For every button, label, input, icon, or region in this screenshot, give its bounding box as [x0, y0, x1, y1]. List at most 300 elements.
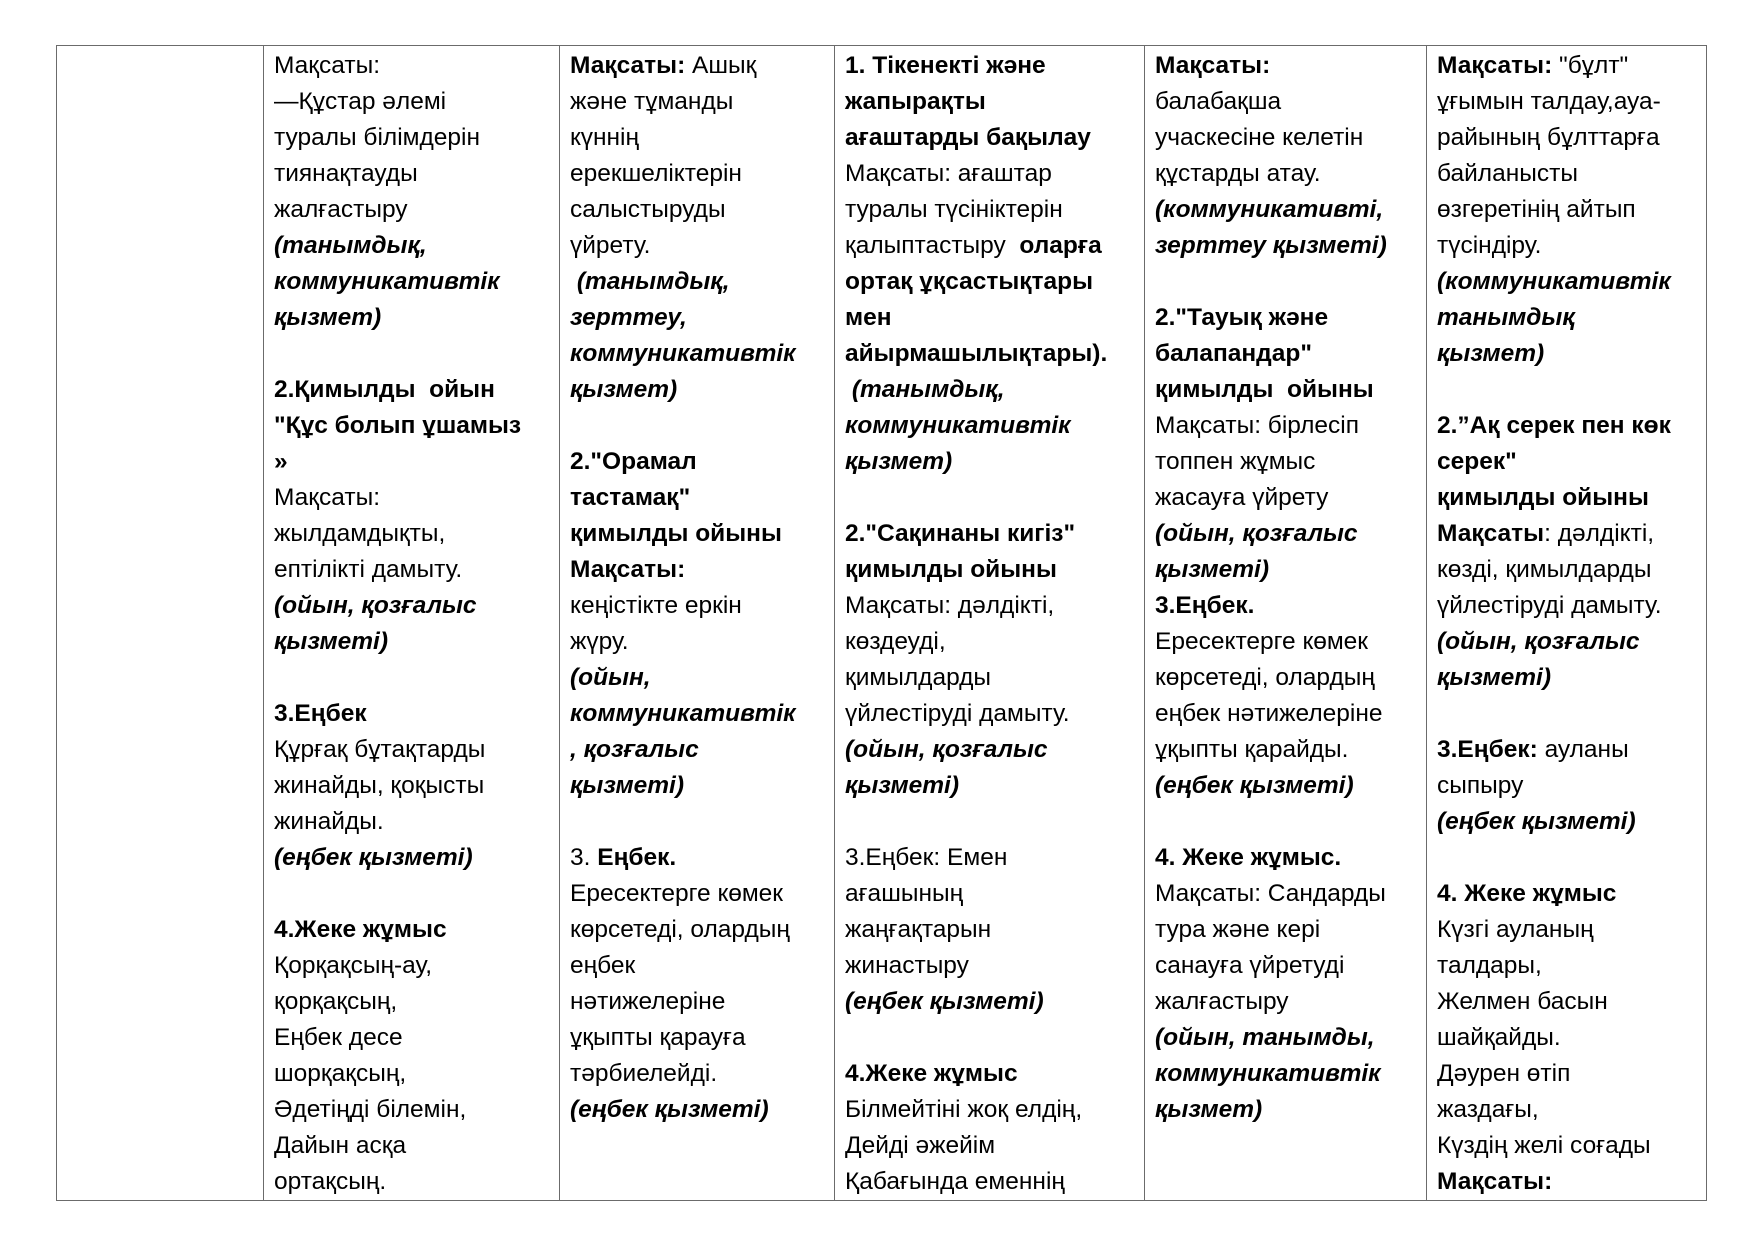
text-line: [1155, 120, 1418, 156]
text-line: [1155, 444, 1418, 480]
text-line: [1437, 732, 1698, 768]
text-line-main: шайқайды.: [1437, 1024, 1561, 1051]
text-line-main: райының бұлттарға: [1437, 124, 1660, 151]
text-line: [274, 552, 551, 588]
text-line-main: 1. Тікенекті және: [845, 52, 1046, 79]
text-line: [274, 876, 551, 912]
text-line-main: қимылды ойыны: [1437, 484, 1649, 511]
text-line: [570, 768, 826, 804]
text-line-main: балапандар": [1155, 340, 1312, 367]
text-line: [274, 768, 551, 804]
text-line-main: жалғастыру: [1155, 988, 1289, 1015]
text-line-main: көрсетеді, олардың: [1155, 664, 1375, 691]
text-line: [1155, 1020, 1418, 1056]
text-line-main: зерттеу,: [570, 304, 687, 331]
text-line: [1155, 984, 1418, 1020]
text-line: [845, 984, 1136, 1020]
text-line-main: жаздағы,: [1437, 1096, 1539, 1123]
column-cell-4: [1145, 46, 1427, 1201]
text-line: [570, 336, 826, 372]
text-line: [1155, 552, 1418, 588]
text-line-rest: Ашық: [685, 52, 757, 79]
text-line: [274, 156, 551, 192]
text-line-main: (еңбек қызметі): [1437, 808, 1636, 835]
text-line: [1437, 408, 1698, 444]
text-line-main: Дайын асқа: [274, 1132, 407, 1159]
text-line: [845, 660, 1136, 696]
text-line-main: ептілікті дамыту.: [274, 556, 463, 583]
text-line-main: қызметі): [1437, 664, 1552, 691]
text-line-main: жаңғақтарын: [845, 916, 992, 943]
text-line-main: (ойын, қозғалыс: [845, 736, 1048, 763]
text-line-main: көрсетеді, олардың: [570, 916, 790, 943]
text-line-main: қызмет): [274, 304, 382, 331]
column-1-text: [274, 48, 551, 1200]
text-line: [1155, 876, 1418, 912]
text-line-main: Мақсаты:: [1155, 52, 1271, 79]
text-line: [570, 660, 826, 696]
text-line: [845, 228, 1136, 264]
text-line-main: Еңбек десе: [274, 1024, 403, 1051]
text-line: [570, 588, 826, 624]
text-line-main: мен: [845, 304, 892, 331]
text-line-main: танымдық: [1437, 304, 1575, 331]
text-line: [1155, 768, 1418, 804]
text-line: [1437, 1128, 1698, 1164]
text-line: [1155, 624, 1418, 660]
text-line-main: Мақсаты:: [570, 556, 686, 583]
text-line: [845, 264, 1136, 300]
text-line-main: зерттеу қызметі): [1155, 232, 1387, 259]
text-line: [274, 300, 551, 336]
text-line-rest: ауланы: [1537, 736, 1629, 763]
text-line-main: қызмет): [570, 376, 678, 403]
text-line: [570, 948, 826, 984]
text-line: [570, 804, 826, 840]
text-line-main: Күздің желі соғады: [1437, 1132, 1651, 1159]
text-line-main: (еңбек қызметі): [570, 1096, 769, 1123]
text-line: [570, 840, 826, 876]
text-line-main: Ересектерге көмек: [1155, 628, 1369, 655]
text-line-main: нәтижелеріне: [570, 988, 726, 1015]
text-line: [1437, 444, 1698, 480]
text-line: [1437, 1092, 1698, 1128]
column-4-text: [1155, 48, 1418, 1128]
text-line-main: қимылдарды: [845, 664, 992, 691]
text-line: [1437, 48, 1698, 84]
text-line-main: қызмет): [1437, 340, 1545, 367]
column-3-text: [845, 48, 1136, 1200]
text-line-main: коммуникативтік: [274, 268, 500, 295]
text-line-main: қызметі): [845, 772, 960, 799]
text-line-main: 3.Еңбек.: [1155, 592, 1255, 619]
text-line: [274, 1092, 551, 1128]
text-line-main: қимылды ойыны: [1155, 376, 1374, 403]
text-line-main: туралы білімдерін: [274, 124, 481, 151]
text-line-main: , қозғалыс: [570, 736, 699, 763]
text-line: [274, 264, 551, 300]
text-line: [845, 696, 1136, 732]
text-line-main: жинайды.: [274, 808, 384, 835]
text-line-main: 2."Тауық және: [1155, 304, 1329, 331]
text-line: [845, 1020, 1136, 1056]
text-line-main: талдары,: [1437, 952, 1542, 979]
text-line: [845, 804, 1136, 840]
text-line: [1155, 300, 1418, 336]
text-line: [845, 444, 1136, 480]
text-line-main: жалғастыру: [274, 196, 408, 223]
text-line-bold-rest: оларға: [1019, 232, 1102, 259]
text-line: [570, 1092, 826, 1128]
text-line-main: коммуникативтік: [570, 340, 796, 367]
text-line: [274, 984, 551, 1020]
text-line: [1437, 300, 1698, 336]
text-line: [1437, 552, 1698, 588]
text-line: [1155, 912, 1418, 948]
text-line: [570, 516, 826, 552]
text-line-main: қимылды ойыны: [845, 556, 1057, 583]
text-line: [1437, 1020, 1698, 1056]
text-line: [570, 48, 826, 84]
text-line: [1437, 372, 1698, 408]
text-line: [845, 1056, 1136, 1092]
text-line: [1155, 804, 1418, 840]
text-line-main: жылдамдықты,: [274, 520, 446, 547]
text-line: [274, 696, 551, 732]
text-line-main: балабақша: [1155, 88, 1282, 115]
text-line-main: көзді, қимылдарды: [1437, 556, 1652, 583]
text-line: [1437, 588, 1698, 624]
empty-first-cell: [57, 46, 264, 1201]
text-line-main: Күзгі ауланың: [1437, 916, 1594, 943]
text-line: [845, 552, 1136, 588]
text-line: [1155, 228, 1418, 264]
text-line: [1437, 516, 1698, 552]
text-line-main: байланысты: [1437, 160, 1578, 187]
text-line-main: (танымдық,: [274, 232, 427, 259]
text-line-main: үйлестіруді дамыту.: [845, 700, 1070, 727]
text-line: [274, 588, 551, 624]
text-line-main: 2."Орамал: [570, 448, 697, 475]
text-line: [570, 1020, 826, 1056]
text-line: [1437, 804, 1698, 840]
text-line: [845, 876, 1136, 912]
text-line: [1437, 1056, 1698, 1092]
text-line-main: 3.Еңбек:: [1437, 736, 1538, 763]
text-line: [845, 1128, 1136, 1164]
text-line: [845, 516, 1136, 552]
text-line-main: санауға үйретуді: [1155, 952, 1345, 979]
text-line-main: коммуникативтік: [1155, 1060, 1381, 1087]
text-line: [845, 372, 1136, 408]
text-line: [1155, 840, 1418, 876]
text-line-main: Мақсаты: бірлесіп: [1155, 412, 1359, 439]
text-line-main: (ойын,: [570, 664, 651, 691]
text-line-main: серек": [1437, 448, 1517, 475]
text-line-main: ағаштарды бақылау: [845, 124, 1091, 151]
text-line: [1437, 984, 1698, 1020]
text-line-main: (ойын, қозғалыс: [1155, 520, 1358, 547]
text-line-main: түсіндіру.: [1437, 232, 1542, 259]
text-line: [1155, 192, 1418, 228]
text-line-main: ортақсың.: [274, 1168, 387, 1195]
text-line: [1155, 660, 1418, 696]
text-line: [1437, 768, 1698, 804]
text-line-bold-rest: Еңбек.: [597, 844, 677, 871]
text-line-main: 3.: [570, 844, 598, 871]
text-line-main: (еңбек қызметі): [1155, 772, 1354, 799]
text-line-main: Мақсаты: ағаштар: [845, 160, 1052, 187]
text-line-main: коммуникативтік: [845, 412, 1071, 439]
text-line-main: коммуникативтік: [570, 700, 796, 727]
text-line: [570, 732, 826, 768]
text-line: [570, 696, 826, 732]
text-line: [274, 948, 551, 984]
text-line: [274, 624, 551, 660]
text-line: [274, 48, 551, 84]
text-line-main: (еңбек қызметі): [274, 844, 473, 871]
text-line-main: сыпыру: [1437, 772, 1524, 799]
text-line: [1155, 480, 1418, 516]
text-line-main: тиянақтауды: [274, 160, 418, 187]
text-line: [1437, 660, 1698, 696]
text-line: [845, 732, 1136, 768]
text-line-main: "Құс болып ұшамыз: [274, 412, 522, 439]
text-line: [1437, 948, 1698, 984]
text-line-main: »: [274, 448, 288, 475]
text-line-main: қорқақсың,: [274, 988, 398, 1015]
text-line-main: Ересектерге көмек: [570, 880, 784, 907]
text-line-main: қызмет): [845, 448, 953, 475]
text-line: [1155, 948, 1418, 984]
text-line: [845, 948, 1136, 984]
text-line: [274, 336, 551, 372]
text-line: [1437, 84, 1698, 120]
text-line-main: күннің: [570, 124, 640, 151]
text-line: [1437, 192, 1698, 228]
text-line-rest: : дәлдікті,: [1544, 520, 1655, 547]
text-line: [845, 840, 1136, 876]
text-line: [274, 480, 551, 516]
text-line-main: жинастыру: [845, 952, 969, 979]
text-line-main: Мақсаты: дәлдікті,: [845, 592, 1055, 619]
text-line: [570, 408, 826, 444]
text-line: [274, 444, 551, 480]
text-line: [274, 84, 551, 120]
text-line: [845, 156, 1136, 192]
text-line-main: жапырақты: [845, 88, 986, 115]
text-line-main: қызмет): [1155, 1096, 1263, 1123]
text-line: [570, 984, 826, 1020]
text-line-main: 3.Еңбек: Емен: [845, 844, 1008, 871]
text-line: [1437, 696, 1698, 732]
text-line: [274, 228, 551, 264]
text-line: [1437, 228, 1698, 264]
text-line: [845, 408, 1136, 444]
text-line: [845, 192, 1136, 228]
text-line-main: Мақсаты:: [274, 52, 381, 79]
text-line: [1437, 336, 1698, 372]
text-line: [845, 480, 1136, 516]
text-line-main: топпен жұмыс: [1155, 448, 1316, 475]
text-line-main: қимылды ойыны: [570, 520, 782, 547]
text-line-main: 4.Жеке жұмыс: [845, 1060, 1018, 1087]
text-line: [1437, 156, 1698, 192]
text-line: [274, 1056, 551, 1092]
text-line-main: Мақсаты:: [1437, 1168, 1553, 1195]
column-5-text: [1437, 48, 1698, 1200]
text-line-main: көздеуді,: [845, 628, 946, 655]
text-line: [274, 1164, 551, 1200]
text-line: [1155, 696, 1418, 732]
text-line: [274, 1020, 551, 1056]
text-line: [274, 912, 551, 948]
text-line: [570, 624, 826, 660]
text-line: [1155, 732, 1418, 768]
text-line: [274, 192, 551, 228]
text-line: [1155, 516, 1418, 552]
text-line: [1155, 84, 1418, 120]
text-line-main: тура және кері: [1155, 916, 1321, 943]
text-line: [1155, 408, 1418, 444]
text-line-main: қызметі): [1155, 556, 1270, 583]
text-line-main: (танымдық,: [845, 376, 1005, 403]
text-line: [1437, 1164, 1698, 1200]
text-line: [274, 516, 551, 552]
text-line-main: еңбек: [570, 952, 636, 979]
text-line-main: 2."Сақинаны кигіз": [845, 520, 1076, 547]
text-line-main: қалыптастыру: [845, 232, 1020, 259]
text-line-main: ұқыпты қарайды.: [1155, 736, 1349, 763]
text-line: [1437, 264, 1698, 300]
text-line-main: Мақсаты:: [570, 52, 686, 79]
text-line-main: учаскесіне келетін: [1155, 124, 1364, 151]
text-line: [570, 552, 826, 588]
text-line-main: шорқақсың,: [274, 1060, 407, 1087]
text-line: [570, 300, 826, 336]
text-line-main: кеңістікте еркін: [570, 592, 742, 619]
text-line-main: тастамақ": [570, 484, 691, 511]
text-line: [274, 660, 551, 696]
table-row: [57, 46, 1707, 1201]
text-line-main: (ойын, танымды,: [1155, 1024, 1375, 1051]
text-line: [1155, 1092, 1418, 1128]
text-line: [845, 48, 1136, 84]
text-line-main: үйрету.: [570, 232, 651, 259]
text-line-main: еңбек нәтижелеріне: [1155, 700, 1383, 727]
text-line: [570, 156, 826, 192]
text-line-main: ұғымын талдау,ауа-: [1437, 88, 1661, 115]
text-line: [274, 1128, 551, 1164]
text-line-main: ерекшеліктерін: [570, 160, 742, 187]
text-line: [274, 804, 551, 840]
text-line: [1437, 480, 1698, 516]
column-cell-5: [1427, 46, 1707, 1201]
text-line: [1155, 1056, 1418, 1092]
text-line-main: жинайды, қоқысты: [274, 772, 485, 799]
text-line-main: Мақсаты: [1437, 520, 1545, 547]
text-line-main: тәрбиелейді.: [570, 1060, 718, 1087]
text-line-main: ұқыпты қарауға: [570, 1024, 746, 1051]
text-line: [570, 264, 826, 300]
text-line-main: 4. Жеке жұмыс: [1437, 880, 1617, 907]
text-line-main: Мақсаты: Сандарды: [1155, 880, 1386, 907]
text-line-main: өзгеретінің айтып: [1437, 196, 1636, 223]
text-line-main: Мақсаты:: [274, 484, 381, 511]
activity-plan-table: [56, 45, 1707, 1201]
text-line-main: Дәурен өтіп: [1437, 1060, 1571, 1087]
text-line-main: салыстыруды: [570, 196, 726, 223]
text-line: [1155, 48, 1418, 84]
text-line: [845, 1092, 1136, 1128]
text-line-main: қызметі): [570, 772, 685, 799]
text-line: [845, 120, 1136, 156]
text-line-main: Дейді әжейім: [845, 1132, 996, 1159]
text-line-main: 3.Еңбек: [274, 700, 367, 727]
text-line-main: Қабағында еменнің: [845, 1168, 1065, 1195]
text-line: [1155, 336, 1418, 372]
text-line-main: Қорқақсың-ау,: [274, 952, 433, 979]
text-line-main: үйлестіруді дамыту.: [1437, 592, 1662, 619]
text-line: [1155, 588, 1418, 624]
text-line: [1155, 372, 1418, 408]
text-line-main: —Құстар әлемі: [274, 88, 447, 115]
text-line: [570, 444, 826, 480]
text-line: [570, 372, 826, 408]
text-line-rest: "бұлт": [1552, 52, 1629, 79]
text-line: [1437, 840, 1698, 876]
text-line: [570, 912, 826, 948]
text-line: [845, 84, 1136, 120]
text-line: [1437, 120, 1698, 156]
text-line: [570, 1056, 826, 1092]
text-line: [570, 120, 826, 156]
text-line: [570, 228, 826, 264]
text-line-main: туралы түсініктерін: [845, 196, 1063, 223]
text-line: [570, 480, 826, 516]
text-line: [274, 372, 551, 408]
text-line-main: 4.Жеке жұмыс: [274, 916, 447, 943]
text-line: [570, 192, 826, 228]
text-line-main: жүру.: [570, 628, 629, 655]
text-line-main: 4. Жеке жұмыс.: [1155, 844, 1342, 871]
text-line-main: қызметі): [274, 628, 389, 655]
text-line: [1155, 264, 1418, 300]
text-line: [1155, 156, 1418, 192]
text-line: [845, 336, 1136, 372]
text-line: [570, 876, 826, 912]
text-line-main: (ойын, қозғалыс: [274, 592, 477, 619]
text-line-main: жасауға үйрету: [1155, 484, 1329, 511]
text-line-main: Құрғақ бұтақтарды: [274, 736, 486, 763]
text-line: [570, 84, 826, 120]
text-line: [274, 120, 551, 156]
text-line-main: (ойын, қозғалыс: [1437, 628, 1640, 655]
text-line: [845, 300, 1136, 336]
text-line: [845, 768, 1136, 804]
text-line-main: 2.”Ақ серек пен көк: [1437, 412, 1671, 439]
text-line: [274, 732, 551, 768]
text-line-main: (еңбек қызметі): [845, 988, 1044, 1015]
text-line: [845, 1164, 1136, 1200]
text-line-main: Желмен басын: [1437, 988, 1608, 1015]
text-line: [1437, 876, 1698, 912]
text-line-main: ағашының: [845, 880, 964, 907]
text-line: [1437, 912, 1698, 948]
column-cell-1: [264, 46, 560, 1201]
text-line: [845, 624, 1136, 660]
text-line: [845, 912, 1136, 948]
